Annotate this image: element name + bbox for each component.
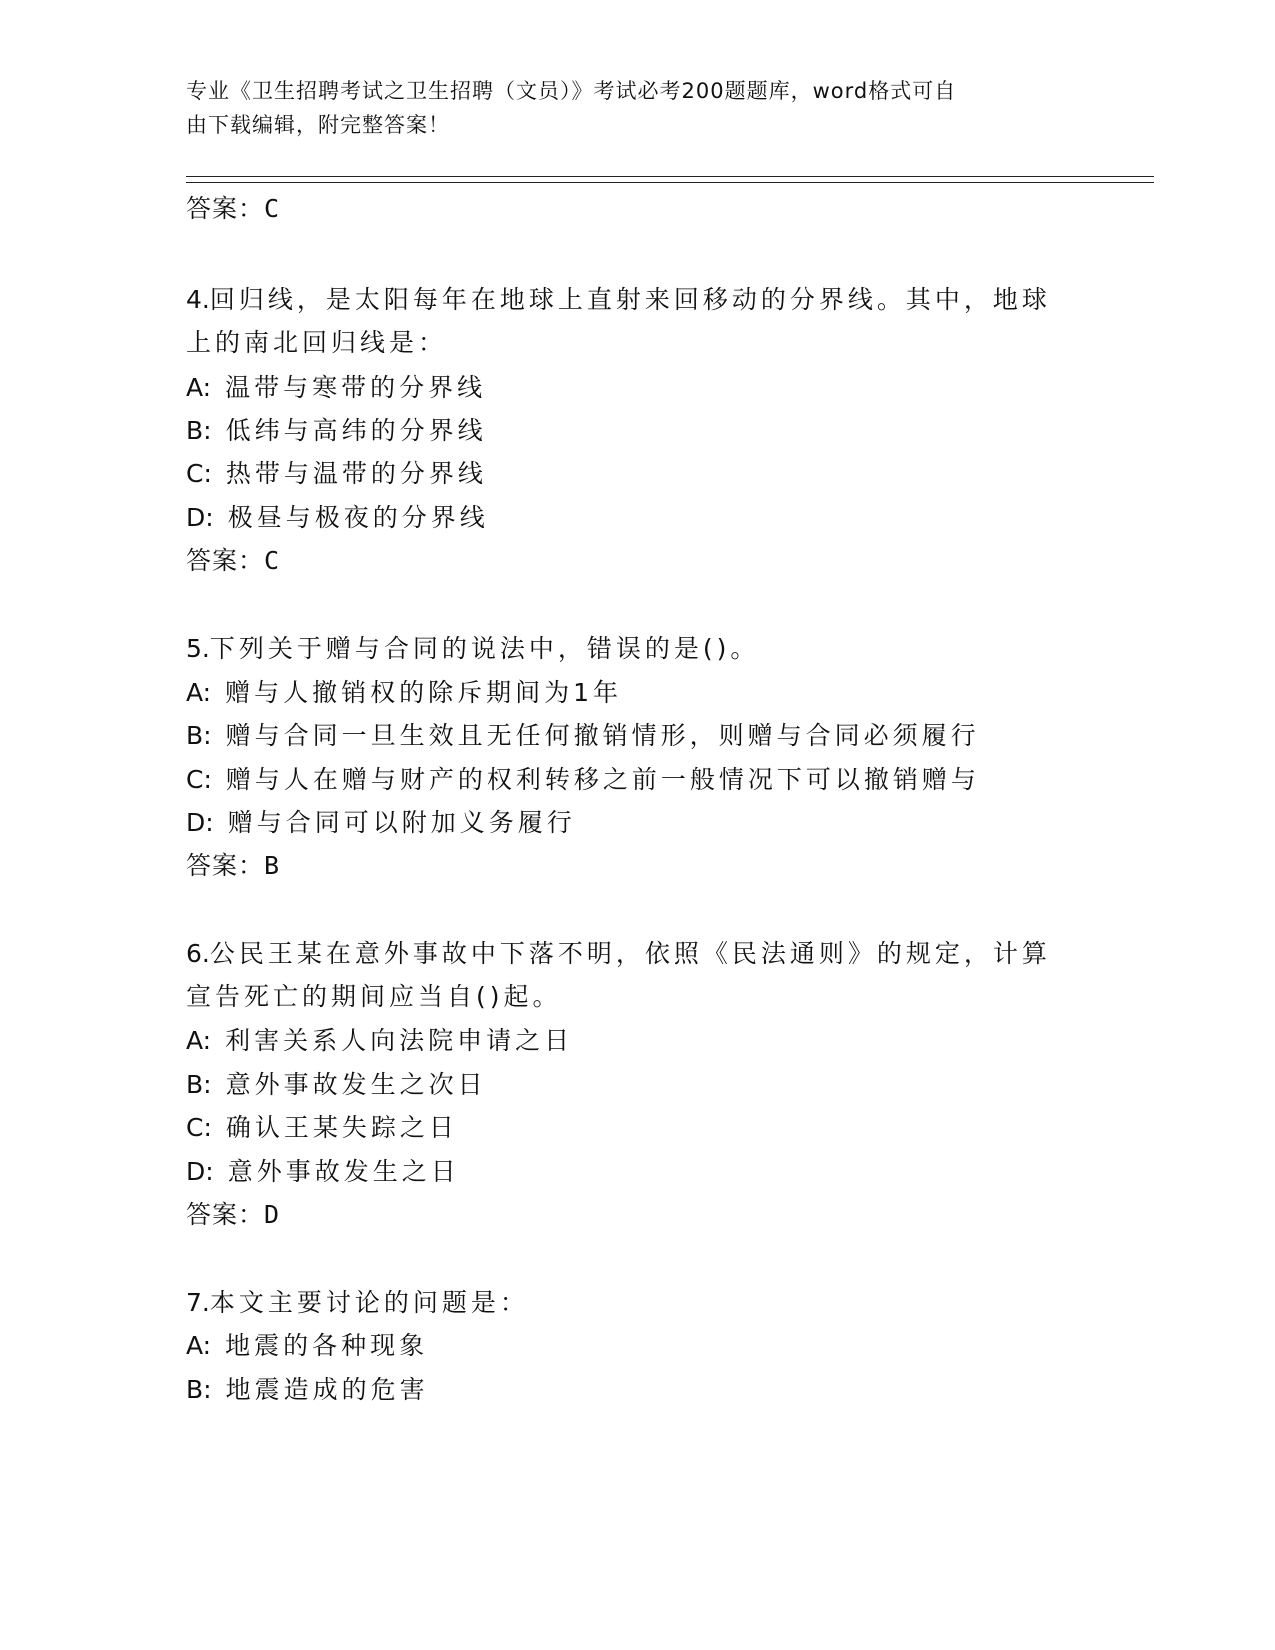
option-letter: C	[186, 459, 204, 488]
document-header	[186, 74, 1066, 142]
question-text: 本文主要讨论的问题是：	[209, 1288, 529, 1317]
answer-line	[186, 192, 279, 226]
header-divider-top	[186, 176, 1154, 177]
option-text: 地震造成的危害	[225, 1375, 429, 1404]
question-number: 4.	[186, 285, 210, 314]
option-letter: B	[186, 1375, 204, 1404]
answer-label: 答案：	[186, 546, 265, 575]
option-letter: C	[186, 1113, 204, 1142]
option-letter: A	[186, 678, 203, 707]
question-stem-line: 上的南北回归线是：	[186, 328, 448, 357]
question-stem-line	[186, 1286, 529, 1320]
answer-value: D	[264, 1200, 280, 1229]
option-text: 热带与温带的分界线	[225, 459, 487, 488]
option-line	[186, 1111, 458, 1145]
answer-value: C	[264, 546, 280, 575]
option-text: 低纬与高纬的分界线	[225, 416, 487, 445]
answer-value: B	[264, 851, 280, 880]
option-separator: :	[202, 678, 212, 707]
header-title-line-1: 专业《卫生招聘考试之卫生招聘（文员）》考试必考200题题库，word格式可自	[186, 79, 957, 103]
option-letter: A	[186, 373, 203, 402]
option-letter: D	[186, 1157, 206, 1186]
option-line	[186, 414, 487, 448]
answer-value: C	[264, 194, 280, 223]
option-line	[186, 1024, 573, 1058]
option-line	[186, 719, 980, 753]
question-text: 回归线，是太阳每年在地球上直射来回移动的分界线。其中，地球	[209, 285, 1051, 314]
answer-label: 答案：	[186, 851, 265, 880]
option-letter: D	[186, 808, 206, 837]
answer-line	[186, 849, 279, 883]
question-stem-line	[186, 283, 1051, 317]
option-letter: D	[186, 503, 206, 532]
answer-label: 答案：	[186, 194, 265, 223]
answer-label: 答案：	[186, 1200, 265, 1229]
option-letter: B	[186, 416, 204, 445]
option-text: 温带与寒带的分界线	[225, 373, 487, 402]
option-separator: :	[203, 721, 212, 750]
option-text: 确认王某失踪之日	[225, 1113, 458, 1142]
option-separator: :	[203, 1375, 212, 1404]
header-title-line-2: 由下载编辑，附完整答案！	[186, 113, 450, 137]
question-text: 公民王某在意外事故中下落不明，依照《民法通则》的规定，计算	[209, 939, 1051, 968]
question-number: 6.	[186, 939, 210, 968]
question-stem-line	[186, 937, 1051, 971]
option-line	[186, 806, 576, 840]
option-text: 意外事故发生之次日	[225, 1070, 487, 1099]
option-letter: C	[186, 765, 204, 794]
question-stem-line	[186, 632, 759, 666]
option-separator: :	[205, 808, 214, 837]
option-text: 极昼与极夜的分界线	[227, 503, 489, 532]
option-line	[186, 676, 622, 710]
option-letter: A	[186, 1026, 203, 1055]
option-line	[186, 1373, 429, 1407]
option-line	[186, 1155, 460, 1189]
option-separator: :	[205, 503, 214, 532]
option-separator: :	[202, 1026, 212, 1055]
option-separator: :	[203, 765, 212, 794]
option-line	[186, 501, 489, 535]
option-line	[186, 763, 980, 797]
answer-line	[186, 1198, 279, 1232]
answer-line	[186, 544, 279, 578]
header-divider-bottom	[186, 182, 1154, 183]
option-line	[186, 457, 487, 491]
question-number: 5.	[186, 634, 210, 663]
question-text: 下列关于赠与合同的说法中，错误的是()。	[209, 634, 760, 663]
option-text: 赠与合同一旦生效且无任何撤销情形，则赠与合同必须履行	[225, 721, 980, 750]
option-separator: :	[202, 1331, 212, 1360]
option-letter: B	[186, 721, 204, 750]
option-text: 地震的各种现象	[225, 1331, 429, 1360]
option-text: 赠与人撤销权的除斥期间为1年	[225, 678, 623, 707]
option-text: 赠与合同可以附加义务履行	[227, 808, 576, 837]
question-number: 7.	[186, 1288, 210, 1317]
option-text: 意外事故发生之日	[227, 1157, 460, 1186]
option-separator: :	[203, 1070, 212, 1099]
option-separator: :	[202, 373, 212, 402]
option-separator: :	[205, 1157, 214, 1186]
option-line	[186, 371, 486, 405]
option-letter: A	[186, 1331, 203, 1360]
option-separator: :	[203, 1113, 212, 1142]
option-text: 赠与人在赠与财产的权利转移之前一般情况下可以撤销赠与	[225, 765, 980, 794]
option-text: 利害关系人向法院申请之日	[225, 1026, 574, 1055]
option-line	[186, 1068, 487, 1102]
question-stem-line: 宣告死亡的期间应当自()起。	[186, 982, 562, 1011]
option-separator: :	[203, 459, 212, 488]
option-separator: :	[203, 416, 212, 445]
option-line	[186, 1329, 428, 1363]
option-letter: B	[186, 1070, 204, 1099]
